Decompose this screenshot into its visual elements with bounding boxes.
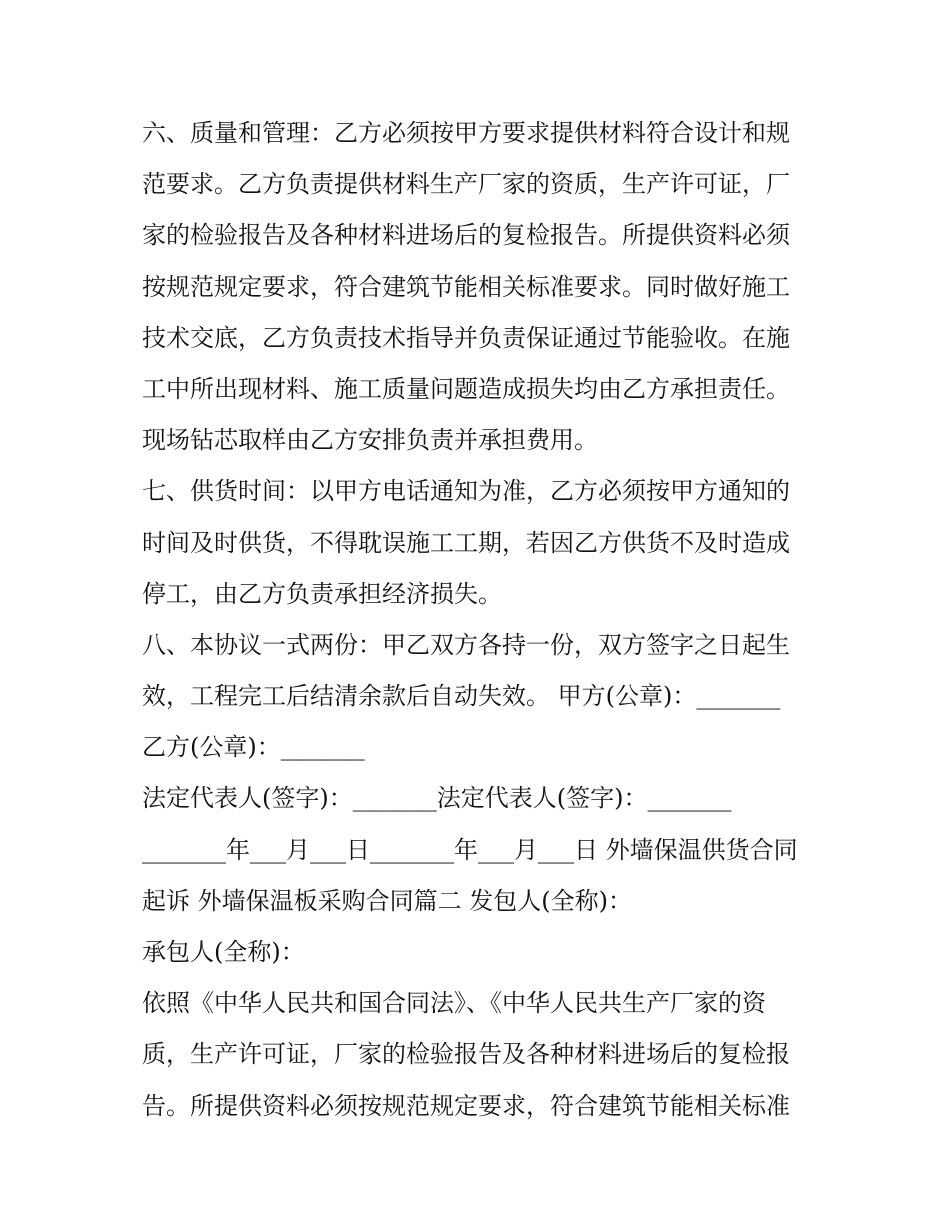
text-line: 效，工程完工后结清余款后自动失效。 甲方(公章)：_______: [142, 682, 781, 711]
text-line: _______年___月___日_______年___月___日 外墙保温供货合同: [142, 835, 798, 864]
text-line: 乙方(公章)：_______: [142, 733, 365, 762]
text-line: 承包人(全称)：: [142, 938, 305, 966]
text-line: 七、供货时间：以甲方电话通知为准，乙方必须按甲方通知的: [142, 477, 790, 506]
text-line: 按规范规定要求，符合建筑节能相关标准要求。同时做好施工: [142, 272, 790, 301]
text-line: 告。所提供资料必须按规范规定要求，符合建筑节能相关标准: [142, 1091, 790, 1120]
text-line: 现场钻芯取样由乙方安排负责并承担费用。: [142, 426, 598, 455]
document-body: [142, 108, 822, 1132]
text-line: 技术交底，乙方负责技术指导并负责保证通过节能验收。在施: [142, 323, 790, 352]
text-line: 起诉 外墙保温板采购合同篇二 发包人(全称)：: [142, 886, 632, 915]
text-line: 六、质量和管理：乙方必须按甲方要求提供材料符合设计和规: [142, 119, 790, 147]
text-line: 工中所出现材料、施工质量问题造成损失均由乙方承担责任。: [142, 374, 790, 403]
text-line: 范要求。乙方负责提供材料生产厂家的资质，生产许可证，厂: [142, 170, 790, 199]
text-line: 质，生产许可证，厂家的检验报告及各种材料进场后的复检报: [142, 1040, 790, 1069]
text-line: 停工，由乙方负责承担经济损失。: [142, 579, 502, 608]
text-line: 依照《中华人民共和国合同法》、《中华人民共生产厂家的资: [142, 989, 766, 1018]
text-line: 法定代表人(签字)：_______法定代表人(签字)：_______: [142, 784, 732, 813]
text-line: 八、本协议一式两份：甲乙双方各持一份，双方签字之日起生: [142, 630, 790, 659]
text-line: 时间及时供货，不得耽误施工工期，若因乙方供货不及时造成: [142, 528, 790, 557]
text-line: 家的检验报告及各种材料进场后的复检报告。所提供资料必须: [142, 221, 790, 250]
